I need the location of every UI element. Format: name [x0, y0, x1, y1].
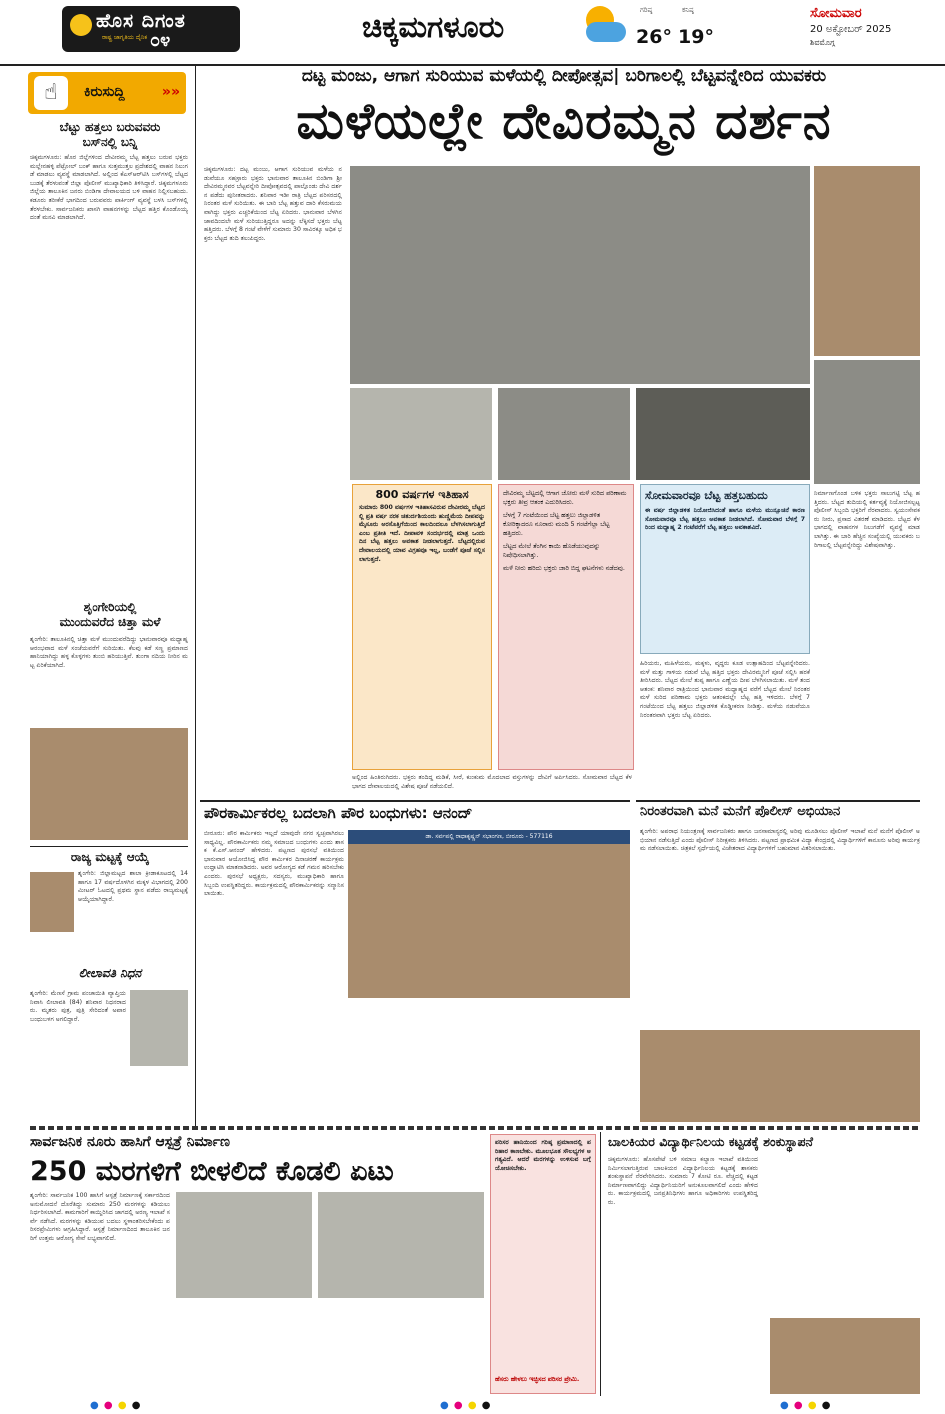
obituary-photo	[130, 990, 188, 1066]
police-event-photo	[640, 1030, 920, 1122]
min-temp: 19°	[678, 26, 714, 48]
story4-body: ಶೃಂಗೇರಿ: ಮೆಣಸೆ ಗ್ರಾಮ ಪಂಚಾಯಿತಿ ವ್ಯಾಪ್ತಿಯ ನಿವಾಸಿ ಲೀಲಾವತಿ (84) ಶನಿವಾರ ನಿಧನರಾದರು. ಮೃತರು ಪುತ್ರ, ಪುತ್ರಿ ಸೇರಿದಂತೆ ಅಪಾರ ಬಂಧುಬಳಗ ಅಗಲಿದ್ದಾರೆ.	[30, 990, 126, 1023]
story1-body: ಚಿಕ್ಕಮಗಳೂರು: ಹೊರ ಜಿಲ್ಲೆಗಳಿಂದ ದೇವೀರಮ್ಮ ಬೆಟ್ಟ ಹತ್ತಲು ಬರುವ ಭಕ್ತರು ಮಲ್ಲೇನಹಳ್ಳಿ ಪೆಟ್ರೋಲ್ ಬಂಕ್ ಹಾಗೂ ಸುತ್ತಮುತ್ತಲ ಪ್ರದೇಶದಲ್ಲಿ ವಾಹನ ನಿಲುಗಡೆ ಮಾಡಲು ವ್ಯವಸ್ಥೆ ಮಾಡಲಾಗಿದೆ. ಅಲ್ಲಿಂದ ಕೆಎಸ್‌ಆರ್‌ಟಿಸಿ ಬಸ್‌ಗಳಲ್ಲಿ ಬೆಟ್ಟದ ಬುಡಕ್ಕೆ ತೆರಳುವಂತೆ ಜಿಲ್ಲಾ ಪೊಲೀಸ್ ಮುಖ್ಯಾಧಿಕಾರಿ ತಿಳಿಸಿದ್ದಾರೆ. ಚಿಕ್ಕಮಗಳೂರು ಜಿಲ್ಲೆಯ ತಾಲೂಕಿನ ಜನರು ಬಿಂಡಿಗಾ ದೇವಾಲಯದ ಬಳಿ ವಾಹನ ನಿಲ್ಲಿಸಬಹುದು. ಕಡೂರು ತರೀಕೆರೆ ಭಾಗದಿಂದ ಬರುವವರು ಪಾರ್ಕಿಂಗ್ ವ್ಯವಸ್ಥೆ ಬಳಸಿ ಬಸ್‌ಗಳಲ್ಲಿ ತೆರಳಬೇಕು. ಸಾರ್ವಜನಿಕರು ಖಾಸಗಿ ವಾಹನಗಳನ್ನು ಬೆಟ್ಟದ ಹತ್ತಿರ ಕೊಂಡೊಯ್ಯದಂತೆ ಮನವಿ ಮಾಡಲಾಗಿದೆ.	[30, 154, 188, 222]
kirusuddi-label: ಕಿರುಸುದ್ದಿ	[84, 84, 125, 100]
edition-name: ಶಿವಮೊಗ್ಗ	[810, 38, 835, 47]
weekday: ಸೋಮವಾರ	[810, 6, 862, 21]
monday-box	[640, 484, 810, 654]
lead-col3: ನಿರ್ಮಾಣಗೊಂಡ ಬಳಿಕ ಭಕ್ತರು ಸಾಲುಗಟ್ಟಿ ಬೆಟ್ಟ ಹತ್ತಿದರು. ಬೆಟ್ಟದ ತುದಿಯಲ್ಲಿ ಕರ್ತವ್ಯಕ್ಕೆ ನಿಯೋಜಿಸಲ್ಪಟ್ಟ ಪೊಲೀಸ್ ಸಿಬ್ಬಂದಿ ಭಕ್ತರಿಗೆ ನೆರವಾದರು. ಸ್ವಯಂಸೇವಕರು ನೀರು, ಪ್ರಸಾದ ವಿತರಣೆ ಮಾಡಿದರು. ಬೆಟ್ಟದ ಕೆಳಭಾಗದಲ್ಲಿ ವಾಹನಗಳ ನಿಲುಗಡೆಗೆ ವ್ಯವಸ್ಥೆ ಮಾಡಲಾಗಿತ್ತು. ಈ ಬಾರಿ ಹೆಚ್ಚಿನ ಸಂಖ್ಯೆಯಲ್ಲಿ ಯುವಕರು ಬರಿಗಾಲಲ್ಲಿ ಬೆಟ್ಟವನ್ನೇರಿದ್ದು ವಿಶೇಷವಾಗಿತ್ತು.	[814, 490, 920, 549]
max-temp-label: ಗರಿಷ್ಠ	[640, 6, 653, 14]
lamp-icon	[70, 14, 92, 36]
paper-name: ಹೊಸ ದಿಗಂತ	[96, 10, 186, 32]
section-rule	[200, 800, 630, 802]
max-temp: 26°	[636, 26, 672, 48]
registration-dots: ● ● ● ●	[90, 1400, 142, 1411]
rain-road-photo	[30, 728, 188, 840]
event-banner: ಡಾ. ಸರ್ವಪಲ್ಲಿ ರಾಧಾಕೃಷ್ಣನ್ ಸಭಾಂಗಣ, ಬೀರೂರು - 577116	[348, 830, 630, 844]
hill-crowd-photo	[350, 166, 810, 384]
monday-box-body: ಈ ವರ್ಷ ಜಿಲ್ಲಾಡಳಿತ ನಿಯೋಜಿಸಿದಂತೆ ಹಾಗೂ ಮಳೆಯ ಮುನ್ಸೂಚನೆ ಕಾರಣ ಸೋಮವಾರವೂ ಬೆಟ್ಟ ಹತ್ತಲು ಅವಕಾಶ ನೀಡಲಾಗಿದೆ. ಸೋಮವಾರ ಬೆಳಗ್ಗೆ 7 ರಿಂದ ಮಧ್ಯಾಹ್ನ 2 ಗಂಟೆವರೆಗೆ ಬೆಟ್ಟ ಹತ್ತಲು ಅವಕಾಶವಿದೆ.	[645, 507, 805, 532]
fact-item: ಬೆಳಗ್ಗೆ 7 ಗಂಟೆಯಿಂದ ಬೆಟ್ಟ ಹತ್ತಲು ಜಿಲ್ಲಾಡಳಿತ ಕೋರಿಕ್ಕಾದರೂ ನೂರಾರು ಮಂದಿ 5 ಗಂಟೆಗೆಲ್ಲಾ ಬೆಟ್ಟ ಹತ್ತಿದರು.	[503, 511, 610, 537]
lead-col4: ಅಲ್ಲಿಂದ ಹಿಂತಿರುಗಿದರು. ಭಕ್ತರು ತಂದಿದ್ದ ಮಡಿಕೆ, ಸೀರೆ, ಕುಂಕುಮ ಮೊದಲಾದ ವಸ್ತುಗಳನ್ನು ದೇವಿಗೆ ಅರ್ಪಿಸಿದರು. ಸೋಮವಾರ ಬೆಟ್ಟದ ಕೆಳಭಾಗದ ದೇವಾಲಯದಲ್ಲಿ ವಿಶೇಷ ಪೂಜೆ ನಡೆಯಲಿದೆ.	[352, 774, 632, 790]
section-rule	[636, 800, 920, 802]
excavator-photo	[176, 1192, 312, 1298]
groundbreaking-photo	[770, 1318, 920, 1394]
monday-box-title: ಸೋಮವಾರವೂ ಬೆಟ್ಟ ಹತ್ತಬಹುದು	[645, 489, 768, 502]
issue-date: 20 ಅಕ್ಟೋಬರ್ 2025	[810, 24, 892, 35]
story2-headline: ಶೃಂಗೇರಿಯಲ್ಲಿ ಮುಂದುವರೆದ ಚಿತ್ತಾ ಮಳೆ	[59, 600, 161, 629]
hospital-body-cont	[176, 1302, 484, 1394]
police-body: ಶೃಂಗೇರಿ: ಅಪರಾಧ ನಿಯಂತ್ರಣಕ್ಕೆ ಸಾರ್ವಜನಿಕರು ಹಾಗೂ ಜನಸಾಮಾನ್ಯರಲ್ಲಿ ಅರಿವು ಮೂಡಿಸಲು ಪೊಲೀಸ್ ಇಲಾಖೆ ಮನೆ ಮನೆಗೆ ಪೊಲೀಸ್ ಅಭಿಯಾನ ನಡೆಸುತ್ತಿದೆ ಎಂದು ಪೊಲೀಸ್ ನಿರೀಕ್ಷಕರು ತಿಳಿಸಿದರು. ಪಟ್ಟಣದ ಪ್ರಾಥಮಿಕ ವಿದ್ಯಾ ಕೇಂದ್ರದಲ್ಲಿ ವಿದ್ಯಾರ್ಥಿಗಳಿಗೆ ಕಾನೂನು ಅರಿವು ಕಾರ್ಯಕ್ರಮ ನಡೆಸಲಾಯಿತು. ಚಿತ್ರಕಲೆ ಸ್ಪರ್ಧೆಯಲ್ಲಿ ವಿಜೇತರಾದ ವಿದ್ಯಾರ್ಥಿಗಳಿಗೆ ಬಹುಮಾನ ವಿತರಿಸಲಾಯಿತು.	[640, 828, 920, 853]
pourakarmika-headline: ಪೌರಕಾರ್ಮಿಕರಲ್ಲ ಬದಲಾಗಿ ಪೌರ ಬಂಧುಗಳು: ಆನಂದ್	[204, 804, 473, 822]
hilltop-people-photo	[636, 388, 810, 480]
arrow-icon: »»	[161, 84, 180, 100]
fact-item: ಬೆಟ್ಟದ ಮೇಲೆ ತೆಂಗಿನ ಕಾಯಿ ಹೊಡೆಯುವುದನ್ನು ನಿಷೇಧಿಸಲಾಗಿತ್ತು.	[503, 542, 601, 559]
city-title: ಚಿಕ್ಕಮಗಳೂರು	[362, 10, 505, 45]
min-temp-label: ಕನಿಷ್ಠ	[682, 6, 694, 14]
story4-headline: ಲೀಲಾವತಿ ನಿಧನ	[78, 966, 142, 980]
divider	[30, 846, 188, 847]
section-stripe	[30, 1126, 920, 1130]
hostel-headline: ಬಾಲಕಿಯರ ವಿದ್ಯಾರ್ಥಿನಿಲಯ ಕಟ್ಟಡಕ್ಕೆ ಶಂಕುಸ್ಥಾಪನೆ	[608, 1134, 813, 1149]
fact-item: ಮಳೆ ನೀರು ಹರಿದು ಭಕ್ತರು ಜಾರಿ ಬಿದ್ದ ಘಟನೆಗಳು ನಡೆದವು.	[503, 564, 625, 572]
pourakarmika-body-cont	[348, 1002, 630, 1120]
page-number: ೦೪	[150, 30, 171, 51]
hostel-body-cont	[764, 1156, 920, 1314]
cloud-icon	[586, 22, 626, 42]
story2-body: ಶೃಂಗೇರಿ: ತಾಲೂಕಿನಲ್ಲಿ ಚಿತ್ತಾ ಮಳೆ ಮುಂದುವರೆದಿದ್ದು ಭಾನುವಾರವೂ ಮಧ್ಯಾಹ್ನ ಆರಂಭವಾದ ಮಳೆ ಸಂಜೆಯವರೆಗೆ ಸುರಿಯಿತು. ಕೆಲವು ಕಡೆ ಸಣ್ಣ ಪ್ರಮಾಣದ ಹಾನಿಯಾಗಿದ್ದು ಹಳ್ಳ ಕೊಳ್ಳಗಳು ತುಂಬಿ ಹರಿಯುತ್ತಿವೆ. ತುಂಗಾ ನದಿಯ ನೀರಿನ ಮಟ್ಟ ಏರಿಕೆಯಾಗಿದೆ.	[30, 636, 188, 669]
paper-tagline: ರಾಷ್ಟ್ರ ಜಾಗೃತಿಯ ದೈನಿಕ	[102, 34, 148, 41]
history-box	[352, 484, 492, 770]
pointing-hand-icon: ☝	[34, 76, 68, 110]
pourakarmika-body: ಬೀರೂರು: ಪೌರ ಕಾರ್ಮಿಕರು ಇಲ್ಲದೆ ಯಾವುದೇ ನಗರ ಸ್ವಚ್ಛವಾಗಿರಲು ಸಾಧ್ಯವಿಲ್ಲ. ಪೌರಕಾರ್ಮಿಕರು ನಮ್ಮ ಸಮಾಜದ ಬಂಧುಗಳು ಎಂದು ಶಾಸಕ ಕೆ.ಎಸ್.ಆನಂದ್ ಹೇಳಿದರು. ಪಟ್ಟಣದ ಪುರಸಭೆ ವತಿಯಿಂದ ಭಾನುವಾರ ಆಯೋಜಿಸಿದ್ದ ಪೌರ ಕಾರ್ಮಿಕರ ದಿನಾಚರಣೆ ಕಾರ್ಯಕ್ರಮ ಉದ್ಘಾಟಿಸಿ ಮಾತನಾಡಿದರು. ಅವರ ಆರೋಗ್ಯದ ಕಡೆ ಗಮನ ಹರಿಸಬೇಕು ಎಂದರು. ಪುರಸಭೆ ಅಧ್ಯಕ್ಷರು, ಸದಸ್ಯರು, ಮುಖ್ಯಾಧಿಕಾರಿ ಹಾಗೂ ಸಿಬ್ಬಂದಿ ಉಪಸ್ಥಿತರಿದ್ದರು. ಕಾರ್ಯಕ್ರಮದಲ್ಲಿ ಪೌರಕಾರ್ಮಿಕರನ್ನು ಸನ್ಮಾನಿಸಲಾಯಿತು.	[204, 830, 344, 898]
column-divider	[600, 1132, 601, 1396]
devotees-climbing-photo	[814, 360, 920, 484]
facts-box	[498, 484, 634, 770]
fact-item: ದೇವಿರಮ್ಮ ಬೆಟ್ಟದಲ್ಲಿ ಆಗಾಗ ಜೋರು ಮಳೆ ಸುರಿದ ಪರಿಣಾಮ ಭಕ್ತರು ತೀವ್ರ ಆತಂಕ ಎದುರಿಸಿದರು.	[503, 489, 627, 506]
hostel-body: ಚಿಕ್ಕಮಗಳೂರು: ಹೊಸಪೇಟೆ ಬಳಿ ಸಮಾಜ ಕಲ್ಯಾಣ ಇಲಾಖೆ ವತಿಯಿಂದ ನಿರ್ಮಿಸಲಾಗುತ್ತಿರುವ ಬಾಲಕಿಯರ ವಿದ್ಯಾರ್ಥಿನಿಲಯ ಕಟ್ಟಡಕ್ಕೆ ಶಾಸಕರು ಶಂಕುಸ್ಥಾಪನೆ ನೆರವೇರಿಸಿದರು. ಸುಮಾರು 7 ಕೋಟಿ ರೂ. ವೆಚ್ಚದಲ್ಲಿ ಕಟ್ಟಡ ನಿರ್ಮಾಣವಾಗಲಿದ್ದು ವಿದ್ಯಾರ್ಥಿನಿಯರಿಗೆ ಅನುಕೂಲವಾಗಲಿದೆ ಎಂದು ಹೇಳಿದರು. ಕಾರ್ಯಕ್ರಮದಲ್ಲಿ ಜನಪ್ರತಿನಿಧಿಗಳು ಹಾಗೂ ಅಧಿಕಾರಿಗಳು ಉಪಸ್ಥಿತರಿದ್ದರು.	[608, 1156, 758, 1206]
hospital-body: ಶೃಂಗೇರಿ: ಸಾರ್ವಜನಿಕ 100 ಹಾಸಿಗೆ ಆಸ್ಪತ್ರೆ ನಿರ್ಮಾಣಕ್ಕೆ ಸರ್ಕಾರದಿಂದ ಅನುಮೋದನೆ ದೊರೆತಿದ್ದು ಸುಮಾರು 250 ಮರಗಳನ್ನು ಕಡಿಯಲು ನಿರ್ಧರಿಸಲಾಗಿದೆ. ಕಾಮಗಾರಿಗೆ ಕಾಯ್ದಿರಿಸಿದ ಜಾಗದಲ್ಲಿ ಅರಣ್ಯ ಇಲಾಖೆ ಸರ್ವೆ ನಡೆಸಿದೆ. ಮರಗಳನ್ನು ಕಡಿಯುವ ಬದಲು ಸ್ಥಳಾಂತರಿಸಬೇಕೆಂದು ಪರಿಸರಪ್ರೇಮಿಗಳು ಆಗ್ರಹಿಸಿದ್ದಾರೆ. ಆಸ್ಪತ್ರೆ ನಿರ್ಮಾಣದಿಂದ ತಾಲೂಕಿನ ಜನರಿಗೆ ಉತ್ತಮ ಆರೋಗ್ಯ ಸೇವೆ ಲಭ್ಯವಾಗಲಿದೆ.	[30, 1192, 170, 1242]
story3-body: ಶೃಂಗೇರಿ: ಜಿಲ್ಲಾಮಟ್ಟದ ಶಾಲಾ ಕ್ರೀಡಾಕೂಟದಲ್ಲಿ 14 ಹಾಗೂ 17 ವರ್ಷದೊಳಗಿನ ಮಕ್ಕಳ ವಿಭಾಗದಲ್ಲಿ 200 ಮೀಟರ್ ಓಟದಲ್ಲಿ ಪ್ರಥಮ ಸ್ಥಾನ ಪಡೆದು ರಾಜ್ಯಮಟ್ಟಕ್ಕೆ ಆಯ್ಕೆಯಾಗಿದ್ದಾರೆ.	[78, 870, 188, 903]
column-divider	[195, 66, 196, 1126]
quote-box	[490, 1134, 596, 1394]
history-box-title: 800 ವರ್ಷಗಳ ಇತಿಹಾಸ	[375, 488, 469, 501]
athlete-photo	[30, 872, 74, 932]
trees-photo	[318, 1192, 484, 1298]
quote-text: ಪರಿಸರ ಹಾನಿಯಿಂದ ಗರಿಷ್ಠ ಪ್ರಮಾಣದಲ್ಲಿ ಪರಿಹಾರ ಕಾಣಬೇಕು. ಮೂಲಭೂತ ಸೌಲಭ್ಯಗಳ ಅಗತ್ಯವಿದೆ. ಆದರೆ ಮರಗಳನ್ನು ಉಳಿಸುವ ಬಗ್ಗೆ ಯೋಚಿಸಬೇಕು.	[495, 1139, 591, 1172]
lead-headline: ಮಳೆಯಲ್ಲೇ ದೇವಿರಮ್ಮನ ದರ್ಶನ	[296, 92, 832, 150]
parking-photo	[350, 388, 492, 480]
story1-headline: ಬೆಟ್ಟು ಹತ್ತಲು ಬರುವವರು ಬಸ್‌ನಲ್ಲಿ ಬನ್ನಿ	[59, 120, 161, 149]
lead-kicker: ದಟ್ಟ ಮಂಜು, ಆಗಾಗ ಸುರಿಯುವ ಮಳೆಯಲ್ಲಿ ದೀಪೋತ್ಸವ| ಬರಿಗಾಲಲ್ಲಿ ಬೆಟ್ಟವನ್ನೇರಿದ ಯುವಕರು	[301, 66, 827, 86]
felicitation-photo	[348, 830, 630, 998]
quote-attribution: ಹೆಸರು ಹೇಳಲು ಇಚ್ಛಿಸದ ಪರಿಸರ ಪ್ರೇಮಿ.	[495, 1375, 580, 1383]
kirusuddi-banner	[28, 72, 186, 114]
hospital-kicker: ಸಾರ್ವಜನಿಕ ನೂರು ಹಾಸಿಗೆ ಆಸ್ಪತ್ರೆ ನಿರ್ಮಾಣ	[30, 1134, 230, 1150]
police-headline: ನಿರಂತರವಾಗಿ ಮನೆ ಮನೆಗೆ ಪೊಲೀಸ್ ಅಭಿಯಾನ	[640, 804, 841, 819]
lead-col1: ಚಿಕ್ಕಮಗಳೂರು: ದಟ್ಟ ಮಂಜು, ಆಗಾಗ ಸುರಿಯುವ ಮಳೆಯ ನಡುವೆಯೂ ಸಹಸ್ರಾರು ಭಕ್ತರು ಭಾನುವಾರ ತಾಲೂಕಿನ ಬಿಂಡಿಗಾ ಶ್ರೀ ದೇವಿರಮ್ಮನವರ ಬೆಟ್ಟವನ್ನೇರಿ ದೀಪೋತ್ಸವದಲ್ಲಿ ಪಾಲ್ಗೊಂಡು ದೇವಿ ದರ್ಶನ ಪಡೆದು ಪುನೀತರಾದರು. ಶನಿವಾರ ಇಡೀ ರಾತ್ರಿ ಬೆಟ್ಟದ ಪರಿಸರದಲ್ಲಿ ನಿರಂತರ ಮಳೆ ಸುರಿಯಿತು. ಈ ಬಾರಿ ಬೆಟ್ಟ ಹತ್ತುವ ದಾರಿ ಕೆಸರುಮಯವಾಗಿದ್ದು ಭಕ್ತರು ಎಚ್ಚರಿಕೆಯಿಂದ ಬೆಟ್ಟ ಏರಿದರು. ಭಾನುವಾರ ಬೆಳಗಿನ ಜಾವದಿಂದಲೇ ಮಳೆ ಸುರಿಯುತ್ತಿದ್ದರೂ ಅದನ್ನು ಲೆಕ್ಕಿಸದೆ ಭಕ್ತರು ಬೆಟ್ಟ ಹತ್ತಿದರು. ಬೆಳಗ್ಗೆ 8 ಗಂಟೆ ವೇಳೆಗೆ ಸುಮಾರು 30 ಸಾವಿರಕ್ಕೂ ಅಧಿಕ ಭಕ್ತರು ಬೆಟ್ಟದ ತುದಿ ತಲುಪಿದ್ದರು.	[204, 166, 342, 242]
crowd-photo	[498, 388, 630, 480]
story3-headline: ರಾಜ್ಯ ಮಟ್ಟಕ್ಕೆ ಆಯ್ಕೆ	[70, 850, 150, 864]
registration-dots: ● ● ● ●	[780, 1400, 832, 1411]
temple-offerings-photo	[814, 166, 920, 356]
history-box-body: ಸುಮಾರು 800 ವರ್ಷಗಳ ಇತಿಹಾಸವಿರುವ ದೇವೀರಮ್ಮ ಬೆಟ್ಟದಲ್ಲಿ ಪ್ರತಿ ವರ್ಷ ನರಕ ಚತುರ್ದಶಿಯಂದು ಹುಣ್ಣಿಮೆಯ ದೀಪವನ್ನು ಮೈಸೂರು ಅರಸೊತ್ತಿಗೆಯಿಂದ ಕಾಲದಿಂದಲೂ ಬೆಳಗಿಸಲಾಗುತ್ತಿದೆ ಎಂಬ ಪ್ರತೀತಿ ಇದೆ. ದೀಪಾವಳಿ ಸಂದರ್ಭದಲ್ಲಿ ಮಾತ್ರ ಒಂದು ದಿನ ಬೆಟ್ಟ ಹತ್ತಲು ಅವಕಾಶ ನೀಡಲಾಗುತ್ತದೆ. ಬೆಟ್ಟದಲ್ಲಿರುವ ದೇವಾಲಯದಲ್ಲಿ ಯಾವ ವಿಗ್ರಹವೂ ಇಲ್ಲ, ಬಂಡೆಗೆ ಪೂಜೆ ಸಲ್ಲಿಸಲಾಗುತ್ತದೆ.	[359, 504, 485, 563]
registration-dots: ● ● ● ●	[440, 1400, 492, 1411]
hospital-headline: 250 ಮರಗಳಿಗೆ ಬೀಳಲಿದೆ ಕೊಡಲಿ ಏಟು	[30, 1156, 394, 1187]
lead-col2: ಹಿರಿಯರು, ಮಹಿಳೆಯರು, ಮಕ್ಕಳು, ವೃದ್ಧರು ಕೂಡ ಉತ್ಸಾಹದಿಂದ ಬೆಟ್ಟವನ್ನೇರಿದರು. ಮಳೆ ಮತ್ತು ಗಾಳಿಯ ನಡುವೆ ಬೆಟ್ಟ ಹತ್ತಿದ ಭಕ್ತರು ದೇವಿರಮ್ಮನಿಗೆ ಪೂಜೆ ಸಲ್ಲಿಸಿ ಹರಕೆ ತೀರಿಸಿದರು. ಬೆಟ್ಟದ ಮೇಲೆ ತುಪ್ಪ ಹಾಗೂ ಎಣ್ಣೆಯ ದೀಪ ಬೆಳಗಿಸಲಾಯಿತು. ಮಳೆ ತಂದ ಆತಂಕ: ಶನಿವಾರ ರಾತ್ರಿಯಿಂದ ಭಾನುವಾರ ಮಧ್ಯಾಹ್ನದ ವರೆಗೆ ಬೆಟ್ಟದ ಮೇಲೆ ನಿರಂತರ ಮಳೆ ಸುರಿದ ಪರಿಣಾಮ ಭಕ್ತರು ಆತಂಕದಲ್ಲೇ ಬೆಟ್ಟ ಹತ್ತಿ ಇಳಿದರು. ಬೆಳಗ್ಗೆ 7 ಗಂಟೆಯಿಂದ ಬೆಟ್ಟ ಹತ್ತಲು ಜಿಲ್ಲಾಡಳಿತ ಕೊಡ್ಡೀಕರಣ ನೀಡಿತ್ತು. ಮಳೆಯ ನಡುವೆಯೂ ನಿರಂತರವಾಗಿ ಭಕ್ತರು ಬೆಟ್ಟ ಏರಿದರು.	[640, 660, 810, 719]
